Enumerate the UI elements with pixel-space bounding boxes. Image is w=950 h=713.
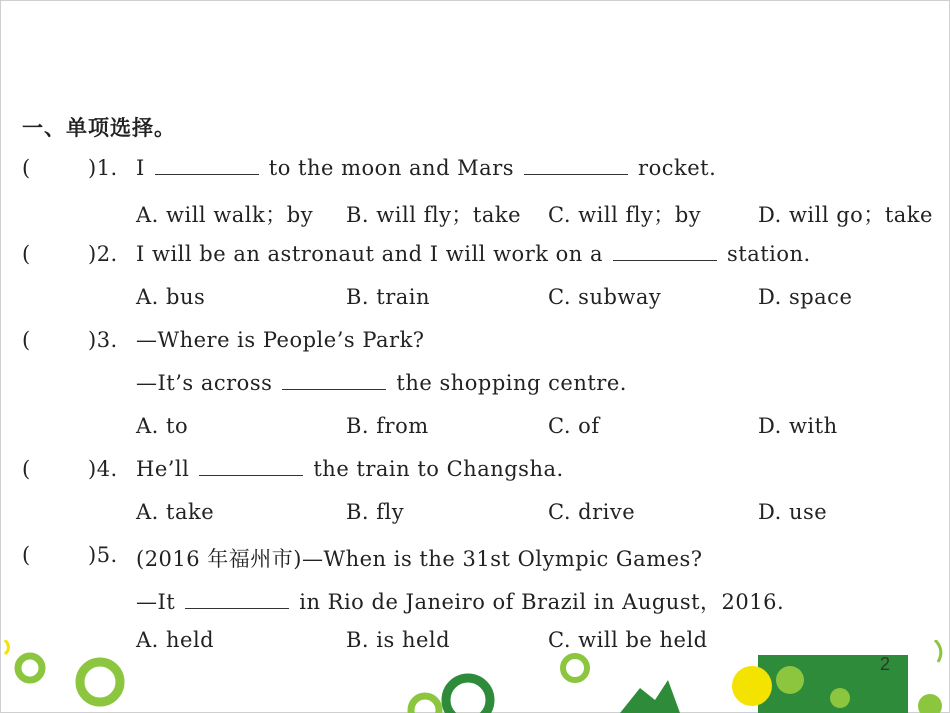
answer-blank <box>199 474 303 476</box>
answer-paren-open: ( <box>22 543 31 567</box>
option-d: D. space <box>758 285 853 309</box>
answer-paren-open: ( <box>22 457 31 481</box>
yellow-dot-decoration <box>732 666 772 706</box>
stem-text: —It <box>136 590 176 614</box>
question-number: )2. <box>88 242 118 266</box>
page-number: 2 <box>880 654 891 674</box>
answer-paren-open: ( <box>22 242 31 266</box>
decorative-footer <box>0 640 950 713</box>
stem-text: the train to Changsha. <box>313 457 564 481</box>
option-a: A. held <box>136 628 215 652</box>
stem-text: —It’s across <box>136 371 273 395</box>
answer-blank <box>282 388 386 390</box>
option-d: D. use <box>758 500 828 524</box>
question-3-line-2 <box>136 371 627 395</box>
option-b: B. train <box>346 285 431 309</box>
stem-text: I will be an astronaut and I will work on a <box>136 242 603 266</box>
question-number: )1. <box>88 156 118 180</box>
ring-decoration <box>411 696 439 713</box>
option-d: D. will go；take <box>758 203 933 227</box>
dot-decoration <box>830 688 850 708</box>
option-a: A. to <box>136 414 189 438</box>
option-c: C. will fly；by <box>548 203 702 227</box>
option-b: B. fly <box>346 500 405 524</box>
option-c: C. will be held <box>548 628 708 652</box>
stem-text: rocket. <box>638 156 717 180</box>
option-b: B. will fly；take <box>346 203 522 227</box>
stem-text: (2016 年福州市)—When is the 31st Olympic Games? <box>136 547 703 571</box>
ring-decoration <box>563 656 587 680</box>
option-a: A. will walk；by <box>136 203 314 227</box>
option-b: B. is held <box>346 628 451 652</box>
ring-decoration <box>80 662 120 702</box>
answer-paren-open: ( <box>22 328 31 352</box>
question-5-line-2 <box>136 586 784 616</box>
ring-decoration <box>18 656 42 680</box>
question-number: )3. <box>88 328 118 352</box>
ring-decoration <box>446 678 490 713</box>
option-a: A. take <box>136 500 215 524</box>
leaf-decoration <box>620 680 680 713</box>
option-a: A. bus <box>136 285 206 309</box>
option-d: D. with <box>758 414 838 438</box>
stem-text: —Where is People’s Park? <box>136 328 425 352</box>
dot-decoration <box>776 666 804 694</box>
answer-paren-open: ( <box>22 156 31 180</box>
question-number: )4. <box>88 457 118 481</box>
answer-blank <box>185 607 289 609</box>
option-c: C. of <box>548 414 600 438</box>
answer-blank <box>613 259 717 261</box>
section-title: 一、单项选择。 <box>22 116 176 140</box>
stem-text: in Rio de Janeiro of Brazil in August，2016. <box>299 590 785 614</box>
option-b: B. from <box>346 414 429 438</box>
swirl-decoration <box>935 640 941 662</box>
stem-text: the shopping centre. <box>396 371 627 395</box>
answer-blank <box>155 173 259 175</box>
answer-blank <box>524 173 628 175</box>
option-c: C. subway <box>548 285 662 309</box>
stem-text: I <box>136 156 145 180</box>
swirl-decoration <box>5 640 9 654</box>
option-c: C. drive <box>548 500 636 524</box>
question-number: )5. <box>88 543 118 567</box>
dot-decoration <box>918 694 942 713</box>
stem-text: He’ll <box>136 457 190 481</box>
stem-text: to the moon and Mars <box>268 156 515 180</box>
stem-text: station. <box>727 242 811 266</box>
